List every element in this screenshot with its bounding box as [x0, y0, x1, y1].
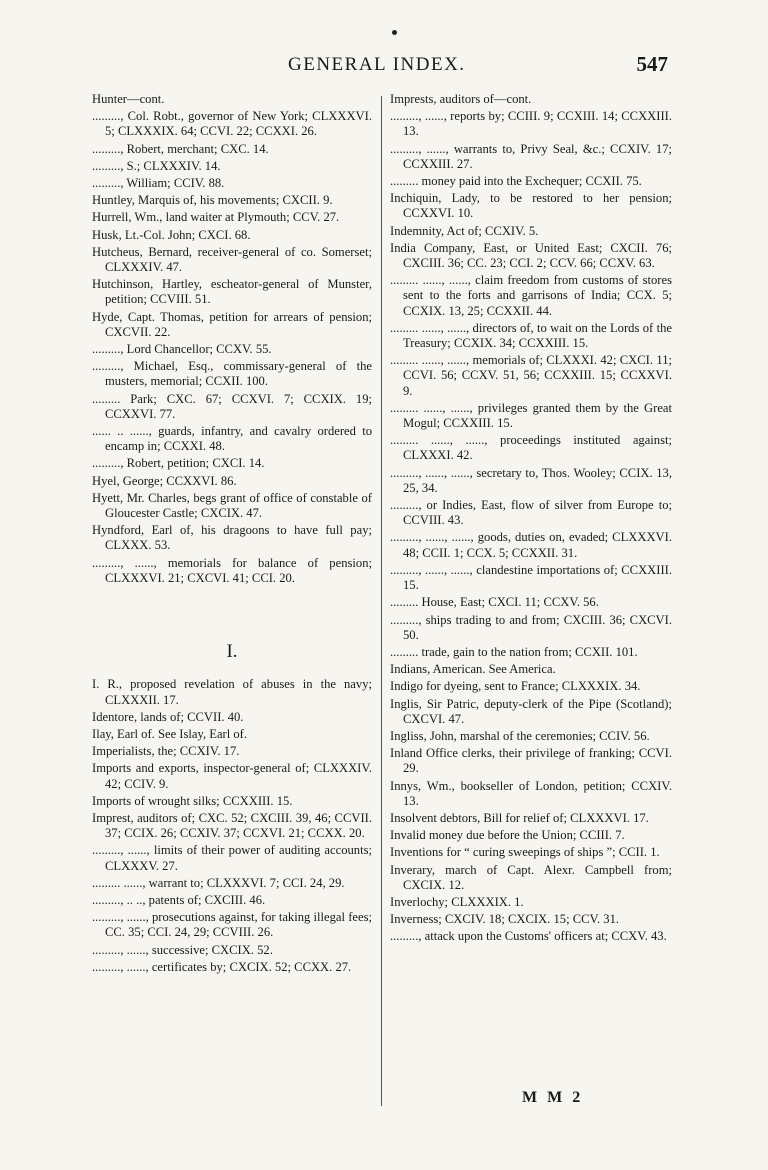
index-entry: ........., ......, memorials for balance of pension; CLXXXVI. 21; CXCVI. 41; CCI. 20. [92, 555, 372, 585]
index-entry: Imports of wrought silks; CCXXIII. 15. [92, 793, 293, 808]
index-entry: ......... ......, warrant to; CLXXXVI. 7; CCI. 24, 29. [92, 875, 345, 890]
index-entry: ........., .. .., patents of; CXCIII. 46. [92, 892, 266, 907]
index-entry: ........., or Indies, East, flow of silver from Europe to; CCVIII. 43. [390, 498, 672, 528]
right-column [390, 92, 672, 947]
index-entry: ........., Col. Robt., governor of New York; CLXXXVI. 5; CLXXXIX. 64; CCVI. 22; CCXXI. 26. [92, 109, 372, 139]
index-entry: Imprests, auditors of—cont. [390, 92, 532, 106]
index-entry: Imperialists, the; CCXIV. 17. [92, 744, 240, 759]
section-heading: I. [226, 641, 238, 663]
index-entry: ......... Park; CXC. 67; CCXVI. 7; CCXIX. 19; CCXXVI. 77. [92, 391, 372, 421]
index-entry: Ingliss, John, marshal of the ceremonies; CCIV. 56. [390, 728, 650, 743]
index-entry: ........., ......, ......, clandestine importations of; CCXXIII. 15. [390, 562, 672, 593]
index-entry: Husk, Lt.-Col. John; CXCI. 68. [92, 227, 251, 242]
index-entry: ...... .. ......, guards, infantry, and cavalry ordered to encamp in; CCXXI. 48. [92, 424, 372, 454]
index-entry: ........., Michael, Esq., commissary-general of the musters, memorial; CCXII. 100. [92, 359, 372, 389]
index-entry: Identore, lands of; CCVII. 40. [92, 709, 244, 724]
index-entry: ........., Robert, merchant; CXC. 14. [92, 141, 269, 156]
index-entry: Inverary, march of Capt. Alexr. Campbell from; CXCIX. 12. [390, 862, 672, 892]
index-entry: Hyde, Capt. Thomas, petition for arrears of pension; CXCVII. 22. [92, 309, 372, 339]
page-header [0, 52, 768, 82]
index-entry: Innys, Wm., bookseller of London, petition; CCXIV. 13. [390, 778, 672, 808]
index-entry: ........., attack upon the Customs' officers at; CCXV. 43. [390, 929, 667, 944]
index-entry: Inland Office clerks, their privilege of franking; CCVI. 29. [390, 746, 672, 776]
page-title: GENERAL INDEX. [288, 54, 466, 75]
index-entry: Indemnity, Act of; CCXIV. 5. [390, 223, 539, 238]
index-entry: ........., ......, successive; CXCIX. 52. [92, 942, 273, 957]
index-entry: ........., ......, limits of their power of auditing accounts; CLXXXV. 27. [92, 843, 372, 873]
print-dot [392, 30, 397, 35]
index-entry: Inchiquin, Lady, to be restored to her pension; CCXXVI. 10. [390, 191, 672, 221]
index-entry: ......... ......, ......, directors of, to wait on the Lords of the Treasury; CCXIX. 34; CCXXIII. 15. [390, 320, 672, 351]
index-entry: Inverlochy; CLXXXIX. 1. [390, 894, 524, 909]
index-entry: Indians, American. See America. [390, 662, 556, 677]
index-entry: Imports and exports, inspector-general of; CLXXXIV. 42; CCIV. 9. [92, 761, 372, 791]
index-entry: Inventions for “ curing sweepings of ships ”; CCII. 1. [390, 845, 660, 860]
index-entry: Imprest, auditors of; CXC. 52; CXCIII. 39, 46; CCVII. 37; CCIX. 26; CCXIV. 37; CCXVI. 21; CCXX. 20. [92, 810, 372, 841]
index-entry: Hyel, George; CCXXVI. 86. [92, 473, 237, 488]
index-entry: Inverness; CXCIV. 18; CXCIX. 15; CCV. 31. [390, 912, 620, 927]
index-entry: Hunter—cont. [92, 92, 165, 106]
index-entry: ........., ......, prosecutions against, for taking illegal fees; CC. 35; CCI. 24, 29; CCVIII. 26. [92, 910, 372, 940]
index-entry: ........., William; CCIV. 88. [92, 176, 225, 191]
index-entry: ........., Lord Chancellor; CCXV. 55. [92, 342, 272, 357]
index-entry: ......... ......, ......, proceedings instituted against; CLXXXI. 42. [390, 433, 672, 463]
index-entry: ........., Robert, petition; CXCI. 14. [92, 456, 265, 471]
index-entry: ........., ......, warrants to, Privy Seal, &c.; CCXIV. 17; CCXXIII. 27. [390, 141, 672, 171]
signature-mark: M M 2 [522, 1089, 584, 1106]
index-entry: ........., ships trading to and from; CXCIII. 36; CXCVI. 50. [390, 612, 672, 642]
index-entry: Hurrell, Wm., land waiter at Plymouth; CCV. 27. [92, 210, 340, 225]
index-entry: ........., S.; CLXXXIV. 14. [92, 158, 221, 173]
index-entry: Invalid money due before the Union; CCIII. 7. [390, 828, 625, 843]
index-entry: Ilay, Earl of. See Islay, Earl of. [92, 726, 248, 741]
index-entry: Indigo for dyeing, sent to France; CLXXXIX. 34. [390, 679, 641, 694]
index-entry: Huntley, Marquis of, his movements; CXCII. 9. [92, 193, 333, 208]
index-entry: ........., ......, reports by; CCIII. 9; CCXIII. 14; CCXXIII. 13. [390, 109, 672, 139]
index-entry: Hutcheus, Bernard, receiver-general of co. Somerset; CLXXXIV. 47. [92, 244, 372, 275]
column-divider [381, 96, 382, 1106]
index-entry: Hutchinson, Hartley, escheator-general of Munster, petition; CCVIII. 51. [92, 277, 372, 307]
index-entry: I. R., proposed revelation of abuses in the navy; CLXXXII. 17. [92, 677, 372, 707]
index-entry: ......... ......, ......, privileges granted them by the Great Mogul; CCXXIII. 15. [390, 400, 672, 431]
index-entry: ........., ......, ......, goods, duties on, evaded; CLXXXVI. 48; CCII. 1; CCX. 5; CCXXII. 31. [390, 530, 672, 560]
index-entry: ......... House, East; CXCI. 11; CCXV. 56. [390, 595, 599, 610]
index-entry: ......... ......, ......, claim freedom from customs of stores sent to the forts and garrisons of India; CCX. 5; CCXIX. 13, 25; CCXXII. 44. [390, 273, 672, 318]
index-entry: Hyett, Mr. Charles, begs grant of office of constable of Gloucester Castle; CXCIX. 47. [92, 490, 372, 521]
page-number: 547 [636, 52, 668, 76]
left-column [92, 92, 372, 977]
index-entry: India Company, East, or United East; CXCII. 76; CXCIII. 36; CC. 23; CCI. 2; CCV. 66; CCXV. 63. [390, 240, 672, 271]
index-entry: ......... ......, ......, memorials of; CLXXXI. 42; CXCI. 11; CCVI. 56; CCXV. 51, 56; CCXXIII. 15; CCXXVI. 9. [390, 353, 672, 398]
index-entry: ......... money paid into the Exchequer; CCXII. 75. [390, 174, 642, 189]
index-entry: ......... trade, gain to the nation from; CCXII. 101. [390, 644, 638, 659]
index-entry: ........., ......, ......, secretary to, Thos. Wooley; CCIX. 13, 25, 34. [390, 465, 672, 495]
index-entry: ........., ......, certificates by; CXCIX. 52; CCXX. 27. [92, 959, 352, 974]
index-entry: Hyndford, Earl of, his dragoons to have full pay; CLXXX. 53. [92, 523, 372, 553]
index-entry: Inglis, Sir Patric, deputy-clerk of the Pipe (Scotland); CXCVI. 47. [390, 696, 672, 726]
index-entry: Insolvent debtors, Bill for relief of; CLXXXVI. 17. [390, 810, 649, 825]
